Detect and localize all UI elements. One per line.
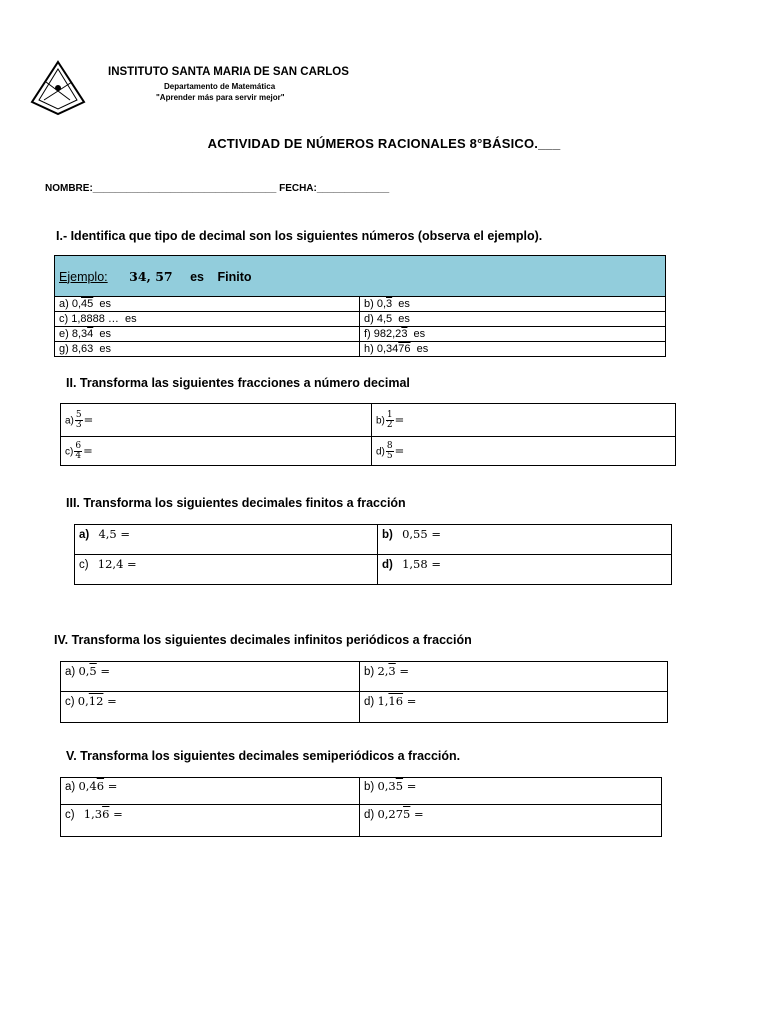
exercise-cell: a) 0,5 = (61, 662, 360, 692)
section-5-table (60, 777, 662, 837)
exercise-cell: d) 4,5 es (360, 312, 666, 327)
exercise-cell: c) 1,8888 … es (55, 312, 360, 327)
section-2-table (60, 403, 676, 466)
table-row (55, 312, 666, 327)
example-es: es (190, 269, 205, 284)
exercise-cell: b) $\frac{1}{2}$ = (372, 404, 676, 437)
table-row (61, 662, 668, 692)
school-motto: "Aprender más para servir mejor" (156, 93, 285, 102)
school-logo-icon (30, 60, 86, 116)
table-row (61, 404, 676, 437)
table-row (75, 555, 672, 585)
section-1-heading: I.- Identifica que tipo de decimal son los siguientes números (observa el ejemplo). (56, 229, 543, 243)
section-1-table (54, 255, 666, 357)
exercise-cell: a) 0,45 es (55, 297, 360, 312)
exercise-cell: c) 1,36 = (61, 805, 360, 837)
table-row (61, 692, 668, 723)
example-answer: Finito (217, 269, 252, 284)
section-3-table (74, 524, 672, 585)
name-date-line: NOMBRE:_________________________________ FECHA:_____________ (45, 183, 390, 194)
exercise-cell: c) 0,12 = (61, 692, 360, 723)
example-row (55, 256, 666, 297)
institute-name: INSTITUTO SANTA MARIA DE SAN CARLOS (108, 66, 349, 78)
section-3-heading: III. Transforma los siguientes decimales finitos a fracción (66, 496, 406, 510)
table-row (55, 327, 666, 342)
table-row (61, 805, 662, 837)
table-row (75, 525, 672, 555)
exercise-cell: d) 0,275 = (360, 805, 662, 837)
exercise-cell: d) 1,58 = (378, 555, 672, 585)
exercise-cell: a) $\frac{5}{3}$ = (61, 404, 372, 437)
section-5-heading: V. Transforma los siguientes decimales semiperiódicos a fracción. (66, 749, 461, 763)
example-label: Ejemplo: (59, 269, 108, 284)
exercise-cell: b) 0,35 = (360, 778, 662, 805)
exercise-cell: e) 8,34 es (55, 327, 360, 342)
example-cell (55, 256, 666, 297)
example-number: 34, 57 (129, 268, 173, 284)
exercise-cell: g) 8,63 es (55, 342, 360, 357)
department-name: Departamento de Matemática (164, 82, 276, 91)
exercise-cell: h) 0,3476 es (360, 342, 666, 357)
section-4-table (60, 661, 668, 723)
table-row (55, 297, 666, 312)
table-row (61, 778, 662, 805)
exercise-cell: d) $\frac{8}{5}$ = (372, 437, 676, 466)
section-2-heading: II. Transforma las siguientes fracciones a número decimal (66, 376, 410, 390)
table-row (61, 437, 676, 466)
exercise-cell: c) $\frac{6}{4}$ = (61, 437, 372, 466)
exercise-cell: b) 2,3 = (360, 662, 668, 692)
exercise-cell: d) 1,16 = (360, 692, 668, 723)
exercise-cell: a) 0,46 = (61, 778, 360, 805)
section-4-heading: IV. Transforma los siguientes decimales infinitos periódicos a fracción (54, 633, 472, 647)
exercise-cell: c) 12,4 = (75, 555, 378, 585)
exercise-cell: a) 4,5 = (75, 525, 378, 555)
exercise-cell: b) 0,55 = (378, 525, 672, 555)
table-row (55, 342, 666, 357)
page-title: ACTIVIDAD DE NÚMEROS RACIONALES 8°BÁSICO.___ (207, 136, 561, 151)
exercise-cell: b) 0,3 es (360, 297, 666, 312)
exercise-cell: f) 982,23 es (360, 327, 666, 342)
